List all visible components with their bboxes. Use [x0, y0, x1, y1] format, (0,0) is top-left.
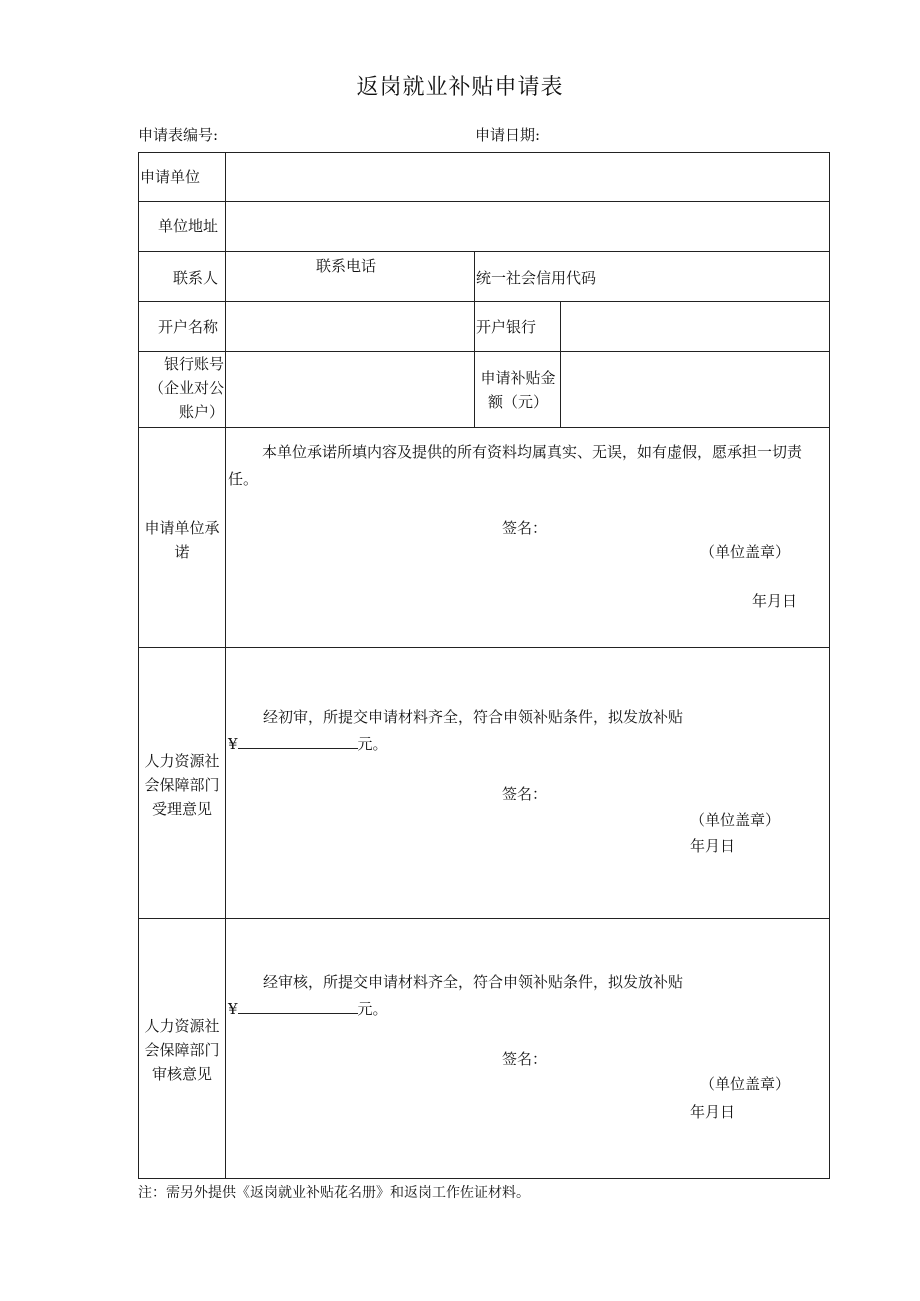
review-date: 年月日 — [690, 1103, 736, 1121]
currency-symbol: ¥ — [228, 735, 238, 753]
commitment-signature: 签名： — [502, 519, 548, 537]
contact-person-label: 联系人 — [173, 269, 219, 287]
apply-date-label: 申请日期: — [475, 126, 541, 144]
acceptance-date: 年月日 — [690, 837, 736, 855]
commitment-date: 年月日 — [752, 592, 798, 610]
applicant-unit-label: 申请单位 — [140, 168, 201, 186]
review-seal: （单位盖章） — [700, 1075, 791, 1093]
commitment-text: 本单位承诺所填内容及提供的所有资料均属真实、无误，如有虚假，愿承担一切责任。 — [228, 443, 803, 488]
review-amount-line: ¥ 元。 — [228, 1000, 388, 1018]
form-number-label: 申请表编号: — [138, 126, 219, 144]
account-name-label: 开户名称 — [158, 318, 219, 336]
applicant-unit-field[interactable] — [227, 153, 827, 200]
review-text: 经审核，所提交申请材料齐全，符合申领补贴条件，拟发放补贴 — [263, 973, 684, 991]
account-name-field[interactable] — [227, 302, 473, 350]
acceptance-signature: 签名： — [502, 785, 548, 803]
bank-label: 开户银行 — [476, 318, 537, 336]
contact-phone-label: 联系电话 — [316, 257, 377, 275]
bank-account-field[interactable] — [227, 352, 473, 426]
acceptance-seal: （单位盖章） — [690, 811, 781, 829]
acceptance-text: 经初审，所提交申请材料齐全，符合申领补贴条件，拟发放补贴 — [263, 708, 684, 726]
acceptance-amount-line: ¥ 元。 — [228, 735, 388, 753]
acceptance-amount-blank[interactable] — [238, 734, 358, 749]
bank-account-label: 银行账号 （企业对公 账户） — [148, 355, 224, 421]
page-title: 返岗就业补贴申请表 — [356, 75, 564, 100]
bank-field[interactable] — [562, 302, 828, 350]
commitment-seal: （单位盖章） — [700, 543, 791, 561]
subsidy-amount-field[interactable] — [562, 352, 828, 426]
commitment-label: 申请单位承 诺 — [144, 519, 220, 561]
credit-code-label: 统一社会信用代码 — [476, 269, 597, 287]
unit-address-field[interactable] — [227, 202, 827, 250]
review-amount-blank[interactable] — [238, 999, 358, 1014]
footnote: 注：需另外提供《返岗就业补贴花名册》和返岗工作佐证材料。 — [138, 1185, 530, 1201]
currency-symbol: ¥ — [228, 1000, 238, 1018]
unit-address-label: 单位地址 — [158, 217, 219, 235]
review-signature: 签名： — [502, 1050, 548, 1068]
acceptance-label: 人力资源社 会保障部门 受理意见 — [144, 752, 220, 818]
subsidy-amount-label: 申请补贴金 额（元） — [480, 369, 556, 411]
review-label: 人力资源社 会保障部门 审核意见 — [144, 1017, 220, 1083]
